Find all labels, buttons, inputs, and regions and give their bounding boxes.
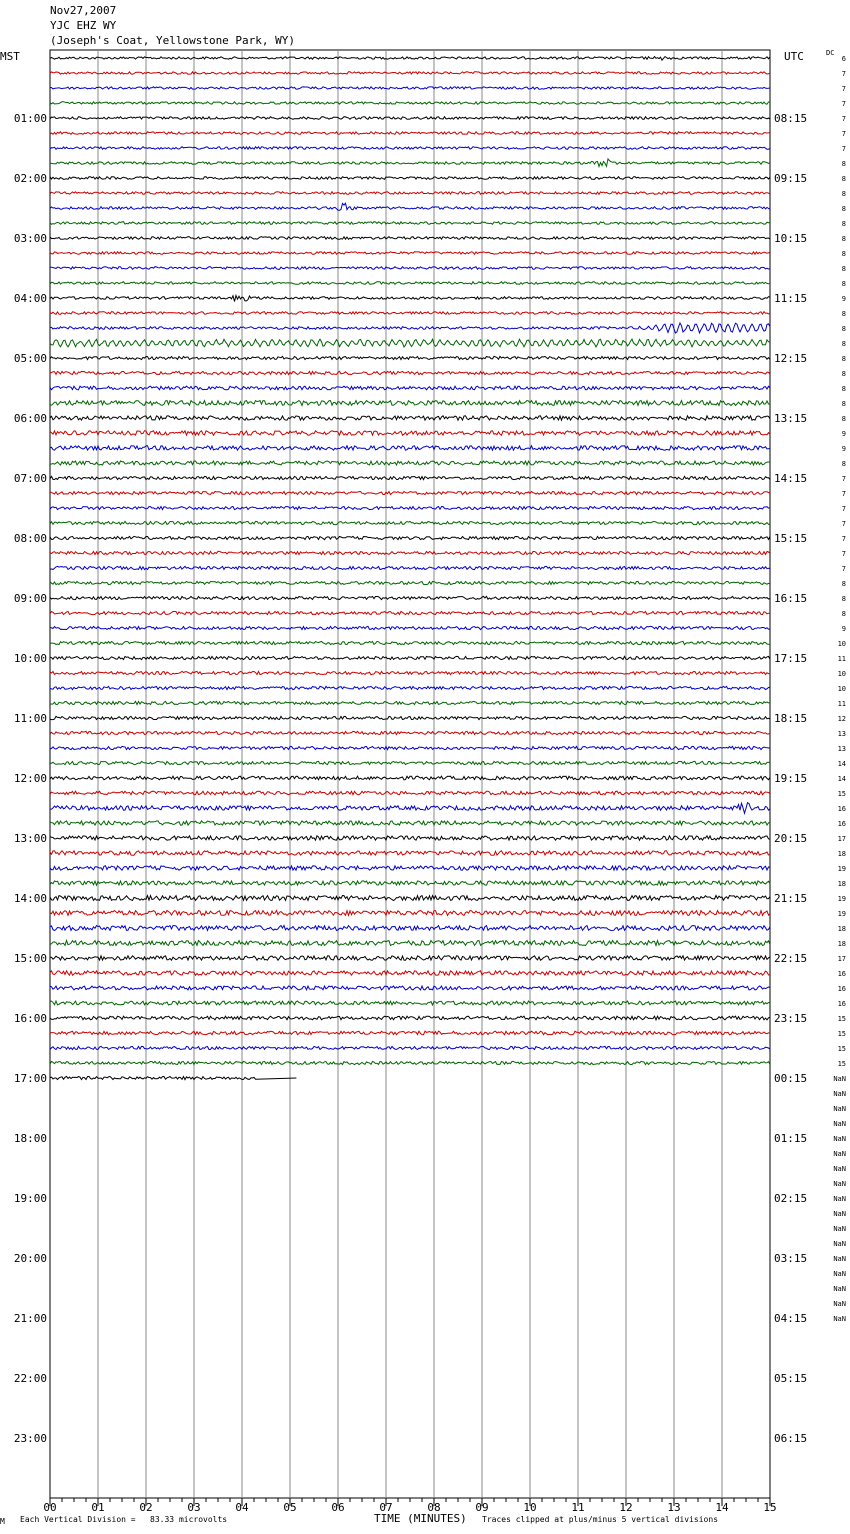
dc-offset-label: 16 xyxy=(837,970,846,978)
x-tick-label: 01 xyxy=(91,1501,105,1514)
dc-offset-label: 8 xyxy=(841,250,846,258)
seismic-trace xyxy=(50,1031,770,1035)
seismic-trace xyxy=(50,1001,770,1005)
dc-offset-label: 8 xyxy=(841,610,846,618)
mst-hour-label: 09:00 xyxy=(13,592,47,605)
plot-date: Nov27,2007 xyxy=(50,4,117,17)
utc-hour-label: 19:15 xyxy=(774,772,808,785)
seismic-trace xyxy=(50,926,770,931)
dc-offset-label: 19 xyxy=(837,865,846,873)
dc-offset-label: 13 xyxy=(837,745,846,753)
dc-offset-label: 8 xyxy=(841,595,846,603)
x-tick-label: 13 xyxy=(667,1501,681,1514)
seismic-trace xyxy=(50,506,770,509)
dc-offset-label: 14 xyxy=(837,775,846,783)
dc-offset-label: 9 xyxy=(841,430,846,438)
seismic-trace xyxy=(50,761,770,764)
seismic-trace xyxy=(50,1046,770,1049)
seismic-trace xyxy=(50,323,770,333)
seismic-trace xyxy=(50,312,770,315)
dc-offset-label: 7 xyxy=(841,115,846,123)
dc-offset-label: 8 xyxy=(841,580,846,588)
dc-offset-label: 8 xyxy=(841,160,846,168)
utc-hour-label: 06:15 xyxy=(774,1432,808,1445)
mst-hour-label: 04:00 xyxy=(13,292,47,305)
dc-offset-label: 9 xyxy=(841,445,846,453)
dc-offset-label: 15 xyxy=(837,1030,846,1038)
utc-hour-label: 12:15 xyxy=(774,352,808,365)
seismic-trace xyxy=(50,731,770,734)
dc-offset-label: 16 xyxy=(837,820,846,828)
dc-offset-label: NaN xyxy=(833,1270,846,1278)
utc-hour-label: 20:15 xyxy=(774,832,808,845)
seismic-trace xyxy=(50,1016,770,1020)
mst-hour-label: 06:00 xyxy=(13,412,47,425)
x-tick-label: 02 xyxy=(139,1501,153,1514)
dc-offset-label: 10 xyxy=(837,640,846,648)
seismic-trace xyxy=(50,536,770,539)
dc-offset-label: 7 xyxy=(841,145,846,153)
seismic-trace xyxy=(50,57,770,61)
seismic-trace xyxy=(50,147,770,150)
dc-offset-label: 16 xyxy=(837,1000,846,1008)
dc-offset-label: 15 xyxy=(837,790,846,798)
dc-offset-label: 8 xyxy=(841,400,846,408)
utc-hour-label: 09:15 xyxy=(774,172,808,185)
mst-hour-label: 02:00 xyxy=(13,172,47,185)
mst-hour-label: 11:00 xyxy=(13,712,47,725)
seismic-trace xyxy=(50,851,770,855)
utc-hour-label: 00:15 xyxy=(774,1072,808,1085)
dc-offset-label: 7 xyxy=(841,85,846,93)
dc-offset-label: 7 xyxy=(841,490,846,498)
seismic-trace xyxy=(50,102,770,104)
seismic-trace xyxy=(50,566,770,569)
seismic-trace xyxy=(50,611,770,614)
seismic-trace xyxy=(50,339,770,347)
utc-hour-label: 21:15 xyxy=(774,892,808,905)
dc-offset-label: 8 xyxy=(841,235,846,243)
seismic-trace xyxy=(50,87,770,89)
dc-offset-label: 7 xyxy=(841,550,846,558)
mst-hour-label: 13:00 xyxy=(13,832,47,845)
mst-hour-label: 03:00 xyxy=(13,232,47,245)
seismic-trace xyxy=(50,1076,296,1079)
dc-offset-label: 16 xyxy=(837,985,846,993)
seismic-trace xyxy=(50,446,770,450)
x-axis-title: TIME (MINUTES) xyxy=(374,1512,467,1525)
seismic-trace xyxy=(50,192,770,195)
x-tick-label: 12 xyxy=(619,1501,633,1514)
scale-note: Each Vertical Division = 83.33 microvolts xyxy=(20,1515,228,1524)
mst-hour-label: 15:00 xyxy=(13,952,47,965)
dc-offset-label: 19 xyxy=(837,910,846,918)
station-location: (Joseph's Coat, Yellowstone Park, WY) xyxy=(50,34,296,47)
seismic-trace xyxy=(50,866,770,870)
seismic-trace xyxy=(50,416,770,420)
dc-offset-label: 7 xyxy=(841,130,846,138)
dc-offset-label: 16 xyxy=(837,805,846,813)
utc-hour-label: 16:15 xyxy=(774,592,808,605)
seismic-trace xyxy=(50,596,770,599)
dc-offset-label: 9 xyxy=(841,625,846,633)
seismic-trace xyxy=(50,356,770,359)
utc-hour-label: 08:15 xyxy=(774,112,808,125)
dc-column-title: DC xyxy=(826,49,835,57)
dc-offset-label: 8 xyxy=(841,205,846,213)
utc-hour-label: 01:15 xyxy=(774,1132,808,1145)
seismic-trace xyxy=(50,776,770,780)
dc-offset-label: NaN xyxy=(833,1285,846,1293)
mst-hour-label: 17:00 xyxy=(13,1072,47,1085)
seismic-trace xyxy=(50,521,770,524)
seismic-trace xyxy=(50,956,770,960)
mst-hour-label: 14:00 xyxy=(13,892,47,905)
dc-offset-label: 17 xyxy=(837,955,846,963)
seismic-trace xyxy=(50,626,770,629)
dc-offset-label: 7 xyxy=(841,520,846,528)
seismic-trace xyxy=(50,177,770,180)
mst-hour-label: 01:00 xyxy=(13,112,47,125)
mst-hour-label: 05:00 xyxy=(13,352,47,365)
seismic-trace xyxy=(50,701,770,704)
dc-offset-label: 8 xyxy=(841,385,846,393)
dc-offset-label: 9 xyxy=(841,295,846,303)
utc-hour-label: 03:15 xyxy=(774,1252,808,1265)
dc-offset-label: 8 xyxy=(841,355,846,363)
seismic-trace xyxy=(50,203,770,210)
seismic-trace xyxy=(50,282,770,285)
dc-offset-label: 7 xyxy=(841,505,846,513)
dc-offset-label: NaN xyxy=(833,1225,846,1233)
seismic-trace xyxy=(50,881,770,885)
seismic-trace xyxy=(50,671,770,674)
dc-offset-label: 14 xyxy=(837,760,846,768)
utc-hour-label: 05:15 xyxy=(774,1372,808,1385)
dc-offset-label: 18 xyxy=(837,940,846,948)
dc-offset-label: NaN xyxy=(833,1165,846,1173)
seismic-trace xyxy=(50,72,770,74)
clip-note: Traces clipped at plus/minus 5 vertical divisions xyxy=(482,1515,719,1524)
dc-offset-label: NaN xyxy=(833,1090,846,1098)
dc-offset-label: NaN xyxy=(833,1105,846,1113)
utc-hour-label: 18:15 xyxy=(774,712,808,725)
utc-hour-label: 10:15 xyxy=(774,232,808,245)
seismic-trace xyxy=(50,159,770,167)
seismic-trace xyxy=(50,222,770,225)
dc-offset-label: 8 xyxy=(841,340,846,348)
seismic-trace xyxy=(50,267,770,270)
dc-offset-label: 8 xyxy=(841,220,846,228)
dc-offset-label: 6 xyxy=(841,55,846,63)
dc-offset-label: NaN xyxy=(833,1255,846,1263)
seismic-trace xyxy=(50,132,770,135)
utc-hour-label: 02:15 xyxy=(774,1192,808,1205)
dc-offset-label: NaN xyxy=(833,1075,846,1083)
dc-offset-label: NaN xyxy=(833,1180,846,1188)
seismic-trace xyxy=(50,461,770,465)
seismic-trace xyxy=(50,821,770,825)
seismic-trace xyxy=(50,551,770,554)
x-tick-label: 14 xyxy=(715,1501,729,1514)
dc-offset-label: NaN xyxy=(833,1315,846,1323)
dc-offset-label: NaN xyxy=(833,1195,846,1203)
dc-offset-label: 8 xyxy=(841,325,846,333)
dc-offset-label: 10 xyxy=(837,685,846,693)
x-tick-label: 07 xyxy=(379,1501,393,1514)
seismic-trace xyxy=(50,686,770,689)
seismic-trace xyxy=(50,641,770,644)
seismic-trace xyxy=(50,803,770,814)
seismic-trace xyxy=(50,941,770,946)
mst-hour-label: 21:00 xyxy=(13,1312,47,1325)
mst-hour-label: 18:00 xyxy=(13,1132,47,1145)
dc-offset-label: 8 xyxy=(841,265,846,273)
seismic-trace xyxy=(50,371,770,374)
seismic-trace xyxy=(50,746,770,749)
seismic-trace xyxy=(50,252,770,255)
x-tick-label: 05 xyxy=(283,1501,297,1514)
seismic-trace xyxy=(50,716,770,719)
dc-offset-label: 7 xyxy=(841,535,846,543)
dc-offset-label: 18 xyxy=(837,850,846,858)
seismic-trace xyxy=(50,791,770,795)
utc-hour-label: 14:15 xyxy=(774,472,808,485)
dc-offset-label: 8 xyxy=(841,460,846,468)
dc-offset-label: NaN xyxy=(833,1210,846,1218)
dc-offset-label: NaN xyxy=(833,1240,846,1248)
dc-offset-label: 19 xyxy=(837,895,846,903)
seismic-trace xyxy=(50,476,770,479)
seismic-trace xyxy=(50,117,770,120)
utc-hour-label: 22:15 xyxy=(774,952,808,965)
dc-offset-label: 10 xyxy=(837,670,846,678)
station-code: YJC EHZ WY xyxy=(50,19,117,32)
utc-hour-label: 23:15 xyxy=(774,1012,808,1025)
seismic-trace xyxy=(50,237,770,240)
dc-offset-label: 8 xyxy=(841,310,846,318)
dc-offset-label: 12 xyxy=(837,715,846,723)
dc-offset-label: NaN xyxy=(833,1135,846,1143)
dc-offset-label: 8 xyxy=(841,175,846,183)
dc-offset-label: 8 xyxy=(841,190,846,198)
seismic-trace xyxy=(50,656,770,659)
utc-hour-label: 15:15 xyxy=(774,532,808,545)
mst-hour-label: 22:00 xyxy=(13,1372,47,1385)
mst-hour-label: 10:00 xyxy=(13,652,47,665)
dc-offset-label: 18 xyxy=(837,925,846,933)
corner-mark: M xyxy=(0,1517,5,1526)
utc-axis-title: UTC xyxy=(784,50,804,63)
dc-offset-label: 17 xyxy=(837,835,846,843)
seismic-trace xyxy=(50,911,770,916)
dc-offset-label: 15 xyxy=(837,1060,846,1068)
seismic-trace xyxy=(50,896,770,901)
dc-offset-label: 15 xyxy=(837,1015,846,1023)
dc-offset-label: 7 xyxy=(841,475,846,483)
mst-axis-title: MST xyxy=(0,50,20,63)
dc-offset-label: 13 xyxy=(837,730,846,738)
dc-offset-label: 8 xyxy=(841,280,846,288)
seismic-trace xyxy=(50,491,770,494)
x-tick-label: 04 xyxy=(235,1501,249,1514)
x-tick-label: 06 xyxy=(331,1501,345,1514)
seismic-trace xyxy=(50,431,770,435)
dc-offset-label: 15 xyxy=(837,1045,846,1053)
mst-hour-label: 12:00 xyxy=(13,772,47,785)
mst-hour-label: 16:00 xyxy=(13,1012,47,1025)
utc-hour-label: 11:15 xyxy=(774,292,808,305)
dc-offset-label: 7 xyxy=(841,70,846,78)
seismic-trace xyxy=(50,296,770,302)
x-tick-label: 15 xyxy=(763,1501,777,1514)
mst-hour-label: 20:00 xyxy=(13,1252,47,1265)
utc-hour-label: 13:15 xyxy=(774,412,808,425)
seismic-trace xyxy=(50,581,770,584)
x-tick-label: 03 xyxy=(187,1501,201,1514)
dc-offset-label: NaN xyxy=(833,1120,846,1128)
seismic-trace xyxy=(50,986,770,990)
dc-offset-label: NaN xyxy=(833,1300,846,1308)
x-tick-label: 09 xyxy=(475,1501,489,1514)
dc-offset-label: 18 xyxy=(837,880,846,888)
dc-offset-label: NaN xyxy=(833,1150,846,1158)
dc-offset-label: 7 xyxy=(841,565,846,573)
dc-offset-label: 8 xyxy=(841,415,846,423)
mst-hour-label: 23:00 xyxy=(13,1432,47,1445)
seismic-trace xyxy=(50,386,770,390)
utc-hour-label: 04:15 xyxy=(774,1312,808,1325)
x-tick-label: 11 xyxy=(571,1501,585,1514)
dc-offset-label: 8 xyxy=(841,370,846,378)
dc-offset-label: 11 xyxy=(837,700,846,708)
seismic-trace xyxy=(50,401,770,406)
seismic-trace xyxy=(50,836,770,840)
dc-offset-label: 7 xyxy=(841,100,846,108)
dc-offset-label: 11 xyxy=(837,655,846,663)
utc-hour-label: 17:15 xyxy=(774,652,808,665)
x-tick-label: 00 xyxy=(43,1501,57,1514)
mst-hour-label: 08:00 xyxy=(13,532,47,545)
mst-hour-label: 07:00 xyxy=(13,472,47,485)
x-tick-label: 10 xyxy=(523,1501,537,1514)
mst-hour-label: 19:00 xyxy=(13,1192,47,1205)
seismic-trace xyxy=(50,1061,770,1064)
x-tick-label: 08 xyxy=(427,1501,441,1514)
seismic-trace xyxy=(50,971,770,975)
